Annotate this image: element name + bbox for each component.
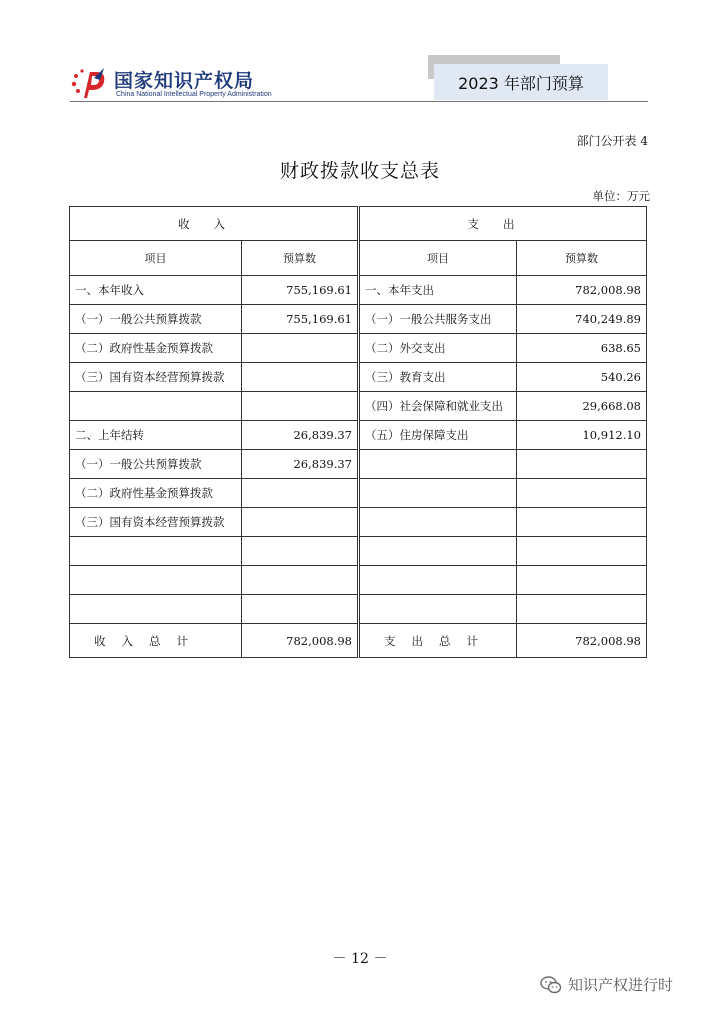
table-row xyxy=(70,305,647,334)
watermark-text: 知识产权进行时 xyxy=(568,976,674,994)
income-value-cell: 26,839.37 xyxy=(242,450,358,479)
expense-value-cell xyxy=(517,537,647,566)
income-item-cell xyxy=(70,392,242,421)
income-total-value: 782,008.98 xyxy=(242,624,358,658)
income-value-cell: 26,839.37 xyxy=(242,421,358,450)
expense-value-cell xyxy=(517,595,647,624)
totals-row xyxy=(70,624,647,658)
column-header-row xyxy=(70,241,647,276)
income-item-cell: （三）国有资本经营预算拨款 xyxy=(70,363,242,392)
income-value-cell xyxy=(242,566,358,595)
income-value-cell xyxy=(242,334,358,363)
income-item-cell xyxy=(70,595,242,624)
header-divider xyxy=(70,101,648,102)
income-item-cell: （三）国有资本经营预算拨款 xyxy=(70,508,242,537)
expense-budget-header: 预算数 xyxy=(517,241,647,276)
income-value-cell: 755,169.61 xyxy=(242,305,358,334)
table-number: 部门公开表 4 xyxy=(576,134,648,148)
income-item-cell: 二、上年结转 xyxy=(70,421,242,450)
watermark xyxy=(540,974,673,995)
expense-value-cell: 10,912.10 xyxy=(517,421,647,450)
expense-item-cell: （三）教育支出 xyxy=(360,363,517,392)
income-total-label: 收入总计 xyxy=(70,624,242,658)
income-value-cell: 755,169.61 xyxy=(242,276,358,305)
income-item-cell xyxy=(70,537,242,566)
table-row xyxy=(70,537,647,566)
page-title: 财政拨款收支总表 xyxy=(279,160,440,182)
wechat-icon xyxy=(540,975,562,995)
expense-item-cell xyxy=(360,479,517,508)
income-value-cell xyxy=(242,537,358,566)
table-row xyxy=(70,566,647,595)
expense-value-cell: 540.26 xyxy=(517,363,647,392)
expense-total-label: 支出总计 xyxy=(360,624,517,658)
income-header: 收入 xyxy=(70,207,358,241)
income-budget-header: 预算数 xyxy=(242,241,358,276)
table-row xyxy=(70,595,647,624)
income-item-cell: （二）政府性基金预算拨款 xyxy=(70,479,242,508)
income-item-cell: （二）政府性基金预算拨款 xyxy=(70,334,242,363)
expense-value-cell: 782,008.98 xyxy=(517,276,647,305)
expense-header: 支出 xyxy=(360,207,647,241)
expense-value-cell xyxy=(517,566,647,595)
expense-item-cell: （四）社会保障和就业支出 xyxy=(360,392,517,421)
logo-chinese-name: 国家知识产权局 xyxy=(114,70,255,92)
expense-item-cell: （五）住房保障支出 xyxy=(360,421,517,450)
income-value-cell xyxy=(242,392,358,421)
expense-value-cell: 29,668.08 xyxy=(517,392,647,421)
expense-item-cell xyxy=(360,450,517,479)
expense-item-cell: （二）外交支出 xyxy=(360,334,517,363)
income-item-cell xyxy=(70,566,242,595)
income-item-cell: 一、本年收入 xyxy=(70,276,242,305)
expense-item-cell: 一、本年支出 xyxy=(360,276,517,305)
income-value-cell xyxy=(242,508,358,537)
income-item-cell: （一）一般公共预算拨款 xyxy=(70,305,242,334)
expense-value-cell: 638.65 xyxy=(517,334,647,363)
cnipa-logo xyxy=(70,64,330,104)
table-row xyxy=(70,479,647,508)
expense-item-header: 项目 xyxy=(360,241,517,276)
expense-item-cell xyxy=(360,595,517,624)
table-row xyxy=(70,363,647,392)
income-value-cell xyxy=(242,479,358,508)
income-value-cell xyxy=(242,595,358,624)
table-header-row xyxy=(70,207,647,241)
budget-year-label: 2023 年部门预算 xyxy=(434,64,608,100)
expense-item-cell: （一）一般公共服务支出 xyxy=(360,305,517,334)
budget-table xyxy=(69,206,647,658)
table-row xyxy=(70,421,647,450)
cnipa-logo-icon xyxy=(70,64,110,104)
expense-value-cell: 740,249.89 xyxy=(517,305,647,334)
table-row xyxy=(70,450,647,479)
unit-label: 单位：万元 xyxy=(592,189,650,203)
table-row xyxy=(70,508,647,537)
expense-value-cell xyxy=(517,508,647,537)
expense-item-cell xyxy=(360,508,517,537)
expense-item-cell xyxy=(360,537,517,566)
table-row xyxy=(70,276,647,305)
table-row xyxy=(70,334,647,363)
expense-value-cell xyxy=(517,479,647,508)
expense-total-value: 782,008.98 xyxy=(517,624,647,658)
table-row xyxy=(70,392,647,421)
income-item-cell: （一）一般公共预算拨款 xyxy=(70,450,242,479)
page-number: － 12 － xyxy=(332,951,388,967)
income-value-cell xyxy=(242,363,358,392)
expense-value-cell xyxy=(517,450,647,479)
expense-item-cell xyxy=(360,566,517,595)
income-item-header: 项目 xyxy=(70,241,242,276)
logo-english-name: China National Intellectual Property Administration xyxy=(116,91,272,98)
